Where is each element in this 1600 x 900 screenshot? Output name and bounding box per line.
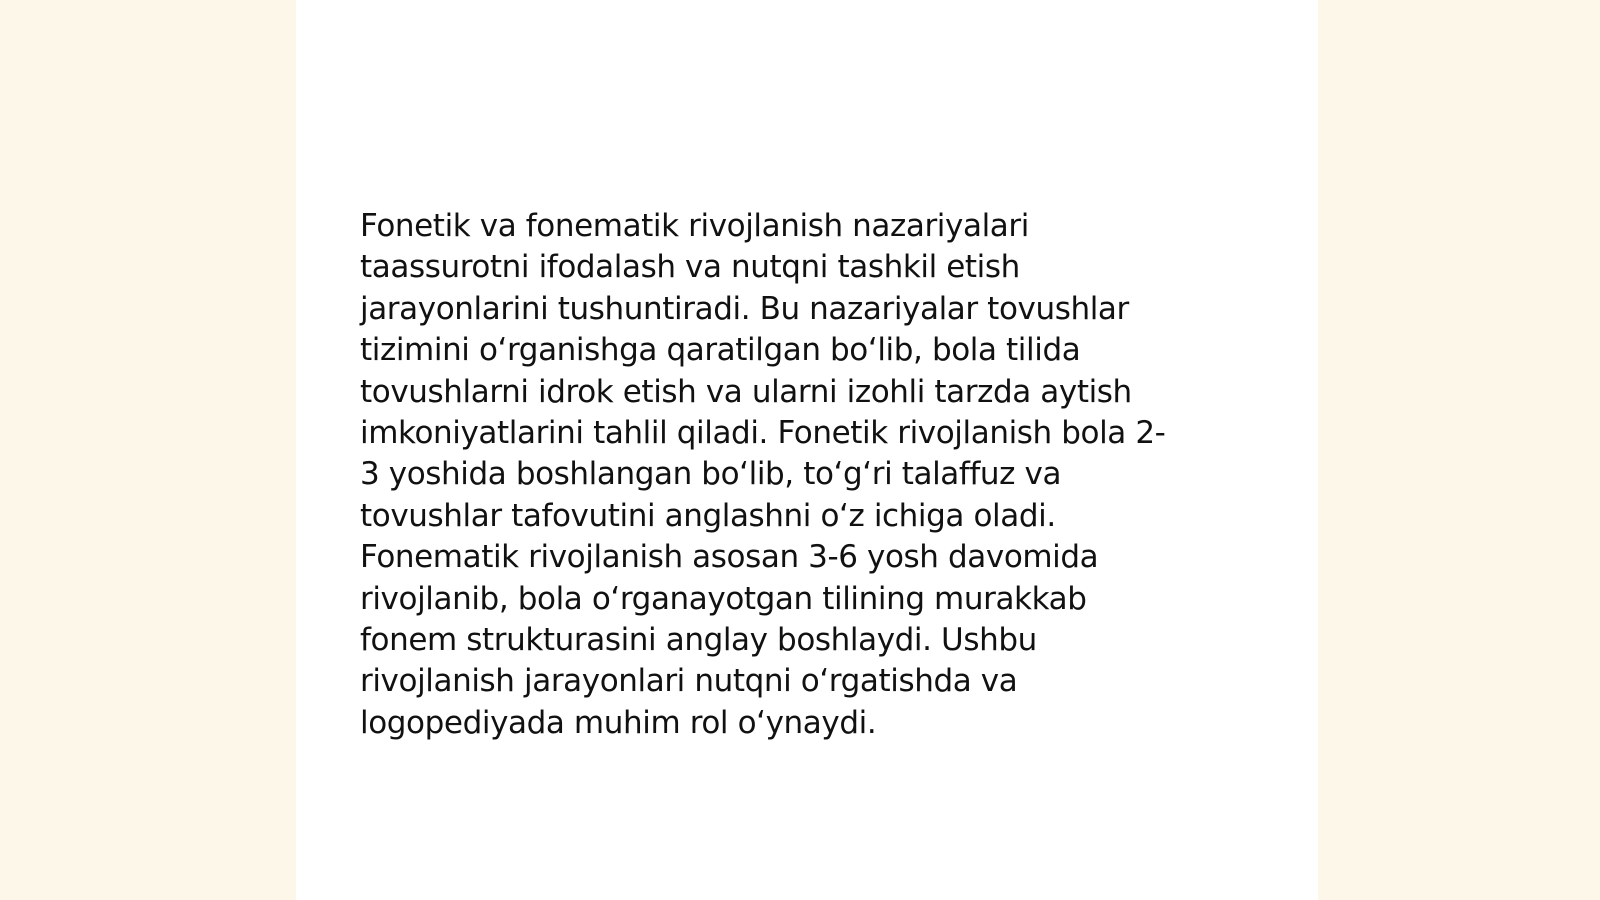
paragraph-line: taassurotni ifodalash va nutqni tashkil etish bbox=[360, 249, 1020, 286]
paragraph-line: Fonematik rivojlanish asosan 3-6 yosh davomida bbox=[360, 539, 1099, 576]
paragraph-line: imkoniyatlarini tahlil qiladi. Fonetik rivojlanish bola 2- bbox=[360, 415, 1166, 452]
paragraph-line: tovushlarni idrok etish va ularni izohli tarzda aytish bbox=[360, 373, 1132, 410]
paragraph-line: tizimini oʻrganishga qaratilgan boʻlib, bola tilida bbox=[360, 332, 1081, 369]
document-page bbox=[296, 0, 1318, 900]
paragraph-line: fonem strukturasini anglay boshlaydi. Ushbu bbox=[360, 622, 1037, 659]
paragraph-line: rivojlanib, bola oʻrganayotgan tilining murakkab bbox=[360, 580, 1087, 617]
paragraph-line: logopediyada muhim rol oʻynaydi. bbox=[360, 704, 877, 741]
paragraph-line: rivojlanish jarayonlari nutqni oʻrgatishda va bbox=[360, 663, 1018, 700]
body-paragraph bbox=[360, 206, 1240, 744]
paragraph-line: Fonetik va fonematik rivojlanish nazariyalari bbox=[360, 208, 1029, 244]
paragraph-line: tovushlar tafovutini anglashni oʻz ichiga oladi. bbox=[360, 497, 1056, 534]
paragraph-line: 3 yoshida boshlangan boʻlib, toʻgʻri talaffuz va bbox=[360, 456, 1062, 493]
paragraph-line: jarayonlarini tushuntiradi. Bu nazariyalar tovushlar bbox=[360, 290, 1129, 327]
